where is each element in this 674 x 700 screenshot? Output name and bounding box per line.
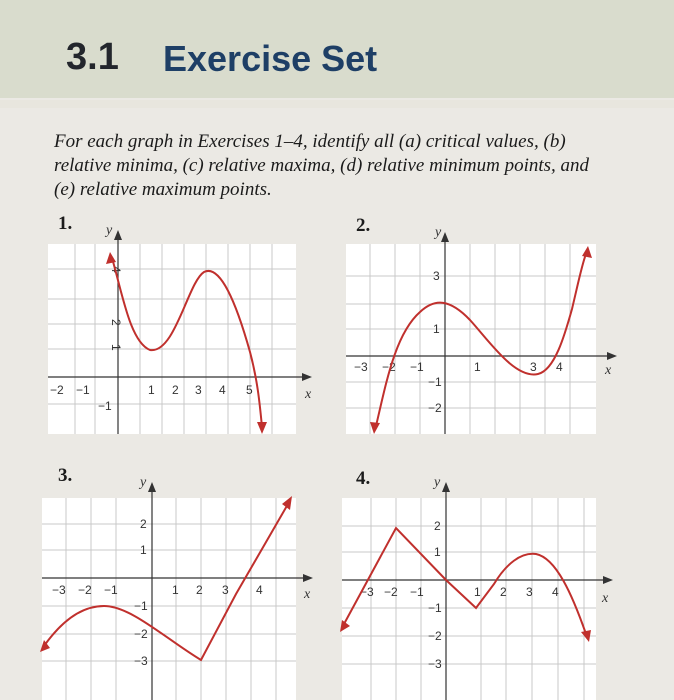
x-tick-label: 2 [172,383,179,397]
x-tick-label: 1 [474,585,481,599]
x-tick-label: −3 [360,585,374,599]
y-tick-label: 2 [140,517,147,531]
x-tick-label: 3 [530,360,537,374]
y-axis-label: y [434,475,441,490]
x-tick-label: 1 [474,360,481,374]
graph-2 [340,224,630,444]
y-tick-label: 4 [109,266,123,273]
x-tick-label: −2 [50,383,64,397]
y-tick-label: 1 [434,545,441,559]
x-tick-label: −1 [76,383,90,397]
grid-background [42,498,296,700]
y-axis-label: y [140,475,147,490]
section-number: 3.1 [66,36,119,78]
x-tick-label: 4 [219,383,226,397]
x-tick-label: 3 [222,583,229,597]
x-axis-arrow [302,373,312,381]
x-tick-label: 2 [500,585,507,599]
x-tick-label: −2 [382,360,396,374]
header-divider [0,100,674,108]
y-tick-label: −1 [428,601,442,615]
x-axis-label: x [305,387,312,402]
y-axis-arrow [441,232,449,242]
y-tick-label: −2 [428,629,442,643]
y-tick-label: −1 [98,399,112,413]
x-tick-label: 2 [196,583,203,597]
exercise-3-label: 3. [58,465,73,486]
x-tick-label: 3 [526,585,533,599]
x-tick-label: −2 [78,583,92,597]
graph-4 [336,474,626,700]
x-axis-arrow [607,352,617,360]
x-axis-arrow [603,576,613,584]
y-axis-arrow [442,482,450,492]
x-axis-label: x [602,591,609,606]
graph-3 [36,474,326,700]
y-tick-label: −1 [134,599,148,613]
y-tick-label: −2 [428,401,442,415]
x-axis-label: x [304,587,311,602]
section-title: Exercise Set [163,38,378,79]
x-tick-label: 1 [148,383,155,397]
y-tick-label: 3 [433,269,440,283]
x-tick-label: −1 [410,585,424,599]
x-tick-label: −1 [104,583,118,597]
y-tick-label: 2 [434,519,441,533]
y-tick-label: 1 [109,344,123,351]
y-tick-label: 2 [109,319,123,326]
y-tick-label: −2 [134,627,148,641]
x-tick-label: 4 [552,585,559,599]
x-tick-label: 4 [256,583,263,597]
x-axis-arrow [303,574,313,582]
y-axis-label: y [106,223,113,238]
x-tick-label: 1 [172,583,179,597]
y-tick-label: 1 [140,543,147,557]
x-tick-label: −1 [410,360,424,374]
y-tick-label: −1 [428,375,442,389]
exercise-2-label: 2. [356,215,371,236]
exercise-4-label: 4. [356,468,371,489]
y-axis-arrow [114,230,122,240]
instructions-text: For each graph in Exercises 1–4, identify all (a) critical values, (b) relative minima, (c) relative maxima, (d) relative minimum points, and (e) relative maximum points. [54,131,590,200]
x-axis-label: x [605,363,612,378]
graph-1 [40,222,320,442]
x-tick-label: 4 [556,360,563,374]
y-axis-arrow [148,482,156,492]
y-tick-label: −3 [134,654,148,668]
x-tick-label: −2 [384,585,398,599]
y-axis-label: y [435,225,442,240]
y-tick-label: −3 [428,657,442,671]
grid-background [346,244,596,434]
x-tick-label: −3 [354,360,368,374]
x-tick-label: 3 [195,383,202,397]
x-tick-label: −3 [52,583,66,597]
y-tick-label: 1 [433,322,440,336]
exercise-1-label: 1. [58,213,73,234]
x-tick-label: 5 [246,383,253,397]
